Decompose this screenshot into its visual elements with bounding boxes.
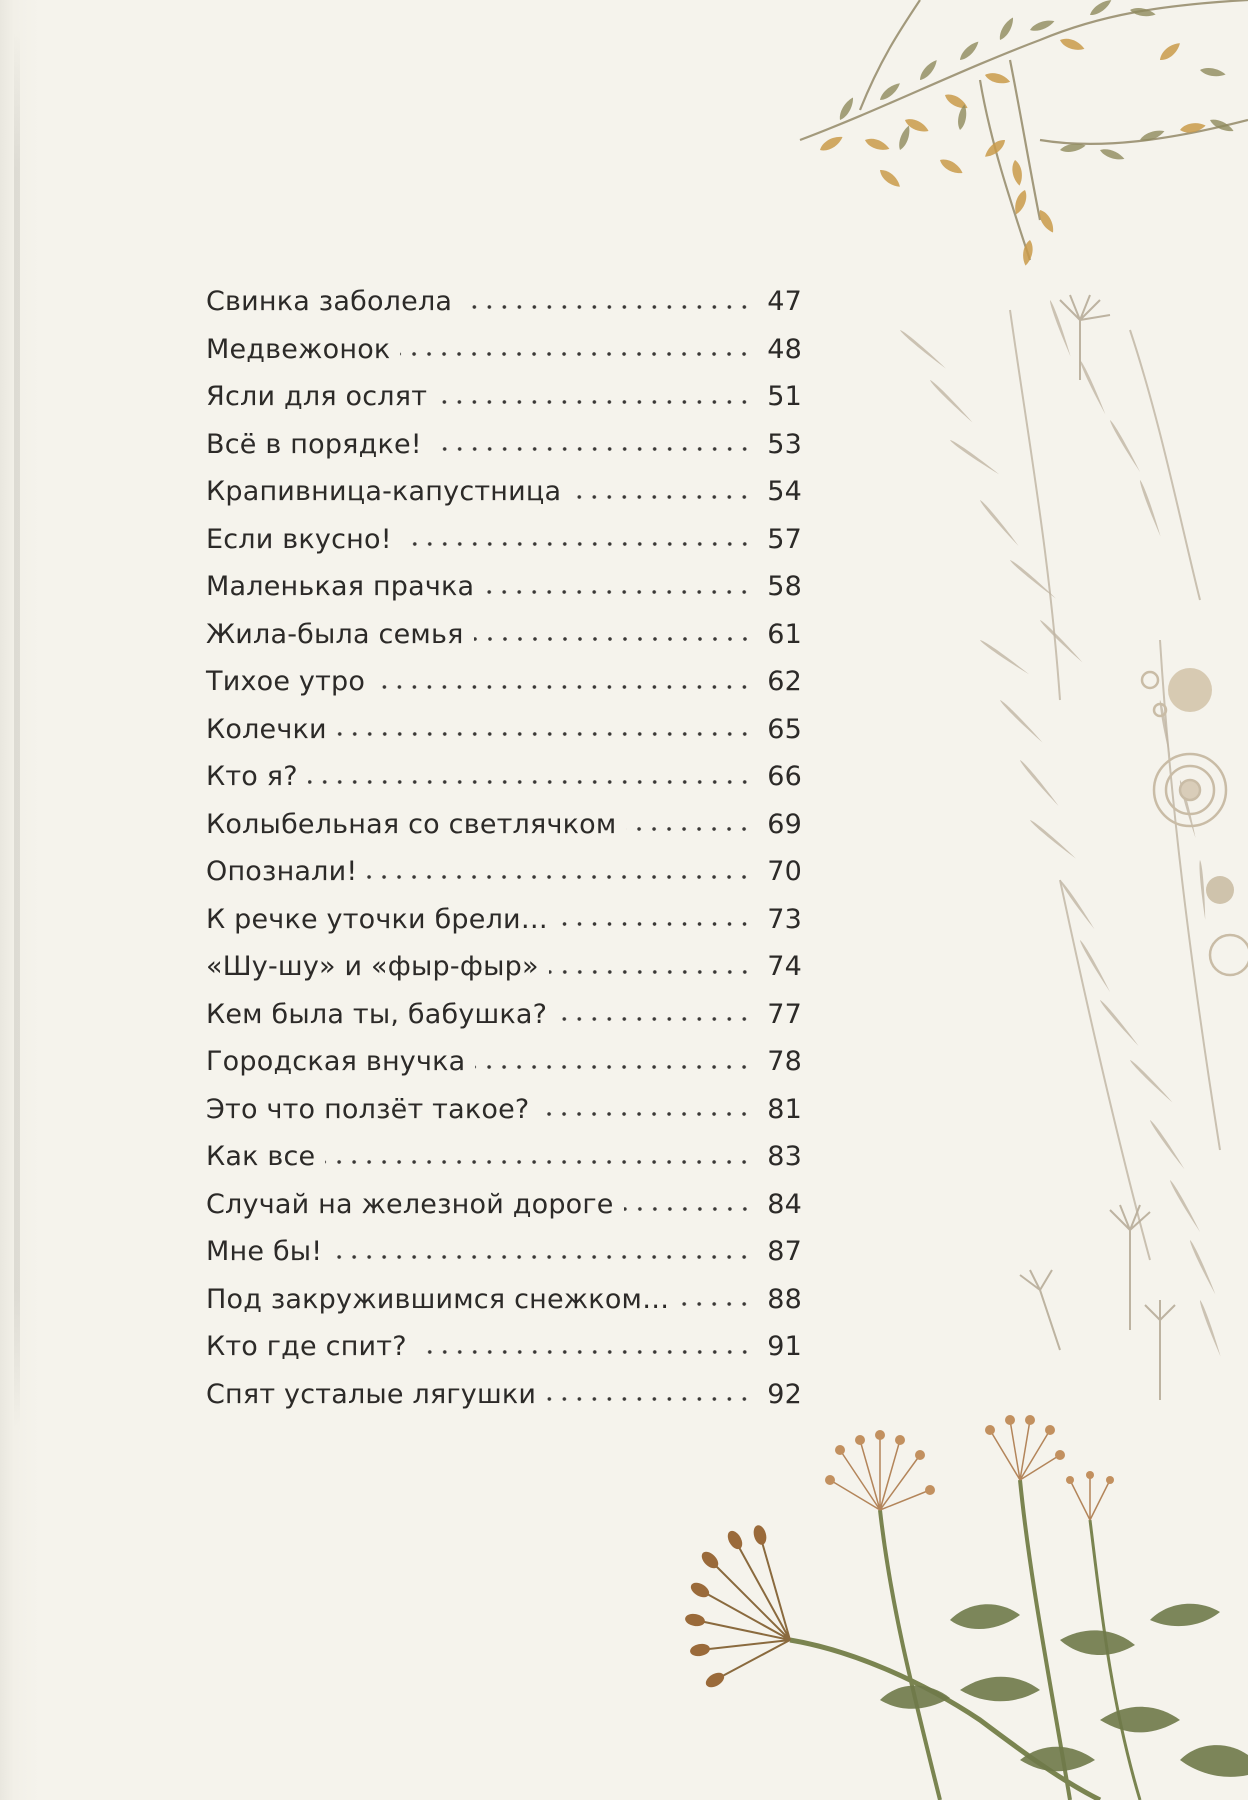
toc-entry-page-number: 92 [767, 1378, 802, 1410]
toc-entry [206, 516, 802, 564]
toc-entry-title: Если вкусно! [206, 523, 392, 555]
toc-entry [206, 991, 802, 1039]
toc-entry-page-number: 84 [767, 1188, 802, 1220]
toc-entry-title: Кто где спит? [206, 1331, 407, 1363]
toc-entry [206, 943, 802, 991]
table-of-contents [206, 278, 802, 1418]
toc-entry [206, 801, 802, 849]
toc-dot-leader [571, 494, 752, 500]
toc-entry-title: Медвежонок [206, 333, 391, 365]
umbel-flowers-sketch [1020, 295, 1175, 1400]
toc-dot-leader [325, 1159, 752, 1165]
toc-entry [206, 896, 802, 944]
toc-entry-page-number: 48 [767, 333, 802, 365]
toc-entry-page-number: 47 [767, 286, 802, 318]
toc-entry-title: Колыбельная со светлячком [206, 808, 617, 840]
toc-entry-page-number: 53 [767, 428, 802, 460]
toc-entry-page-number: 81 [767, 1093, 802, 1125]
toc-entry-title: Маленькая прачка [206, 571, 475, 603]
toc-entry-page-number: 70 [767, 856, 802, 888]
toc-entry [206, 1276, 802, 1324]
toc-entry-page-number: 78 [767, 1046, 802, 1078]
toc-entry [206, 468, 802, 516]
toc-dot-leader [626, 826, 752, 832]
toc-entry [206, 1181, 802, 1229]
toc-entry-title: «Шу-шу» и «фыр-фыр» [206, 951, 539, 983]
toc-entry-page-number: 73 [767, 903, 802, 935]
top-leaves [818, 0, 1235, 266]
bottom-plants [684, 1415, 1248, 1800]
circle-ornaments [1142, 668, 1248, 975]
toc-entry [206, 753, 802, 801]
toc-entry-title: Случай на железной дороге [206, 1188, 614, 1220]
toc-entry [206, 1323, 802, 1371]
toc-entry-title: Ясли для ослят [206, 381, 428, 413]
toc-entry [206, 421, 802, 469]
toc-entry [206, 1228, 802, 1276]
toc-entry-page-number: 62 [767, 666, 802, 698]
toc-entry [206, 611, 802, 659]
toc-dot-leader [484, 589, 752, 595]
toc-dot-leader [367, 874, 752, 880]
toc-entry-page-number: 77 [767, 998, 802, 1030]
toc-dot-leader [557, 1016, 752, 1022]
toc-entry-page-number: 88 [767, 1283, 802, 1315]
toc-entry-title: Под закружившимся снежком… [206, 1283, 670, 1315]
toc-dot-leader [417, 1349, 752, 1355]
toc-entry [206, 326, 802, 374]
toc-entry-title: К речке уточки брели… [206, 903, 548, 935]
toc-dot-leader [432, 446, 752, 452]
toc-entry-page-number: 69 [767, 808, 802, 840]
toc-entry [206, 706, 802, 754]
toc-entry [206, 1038, 802, 1086]
toc-entry-page-number: 51 [767, 381, 802, 413]
toc-entry [206, 278, 802, 326]
toc-entry-page-number: 74 [767, 951, 802, 983]
toc-dot-leader [474, 636, 752, 642]
toc-dot-leader [402, 541, 752, 547]
toc-entry [206, 373, 802, 421]
toc-entry-title: Как все [206, 1141, 316, 1173]
toc-entry-page-number: 87 [767, 1236, 802, 1268]
toc-dot-leader [539, 1111, 752, 1117]
toc-entry-title: Всё в порядке! [206, 428, 422, 460]
toc-entry-title: Опознали! [206, 856, 358, 888]
toc-dot-leader [624, 1206, 752, 1212]
toc-dot-leader [679, 1301, 752, 1307]
toc-dot-leader [475, 1064, 752, 1070]
toc-entry-title: Кто я? [206, 761, 298, 793]
toc-dot-leader [437, 399, 752, 405]
toc-entry-page-number: 58 [767, 571, 802, 603]
toc-dot-leader [462, 304, 752, 310]
toc-entry-page-number: 54 [767, 476, 802, 508]
toc-entry-title: Свинка заболела [206, 286, 453, 318]
toc-entry-page-number: 61 [767, 618, 802, 650]
toc-entry-title: Жила-была семья [206, 618, 464, 650]
toc-entry-page-number: 57 [767, 523, 802, 555]
toc-entry-page-number: 83 [767, 1141, 802, 1173]
toc-entry-title: Кем была ты, бабушка? [206, 998, 548, 1030]
toc-entry-title: Городская внучка [206, 1046, 466, 1078]
toc-entry-title: Тихое утро [206, 666, 366, 698]
toc-dot-leader [308, 779, 752, 785]
toc-entry-page-number: 91 [767, 1331, 802, 1363]
toc-entry [206, 848, 802, 896]
toc-entry-title: Спят усталые лягушки [206, 1378, 537, 1410]
toc-dot-leader [332, 1254, 752, 1260]
toc-entry [206, 1086, 802, 1134]
toc-entry-title: Мне бы! [206, 1236, 323, 1268]
toc-entry-page-number: 66 [767, 761, 802, 793]
toc-dot-leader [546, 1396, 752, 1402]
toc-entry-page-number: 65 [767, 713, 802, 745]
toc-dot-leader [549, 969, 752, 975]
toc-entry [206, 658, 802, 706]
toc-dot-leader [400, 351, 752, 357]
toc-dot-leader [337, 731, 752, 737]
toc-entry-title: Это что ползёт такое? [206, 1093, 530, 1125]
toc-entry [206, 1371, 802, 1419]
toc-entry [206, 1133, 802, 1181]
toc-entry [206, 563, 802, 611]
toc-dot-leader [375, 684, 752, 690]
toc-entry-title: Крапивница-капустница [206, 476, 562, 508]
grass-blades [899, 299, 1222, 1356]
toc-dot-leader [558, 921, 752, 927]
toc-entry-title: Колечки [206, 713, 327, 745]
